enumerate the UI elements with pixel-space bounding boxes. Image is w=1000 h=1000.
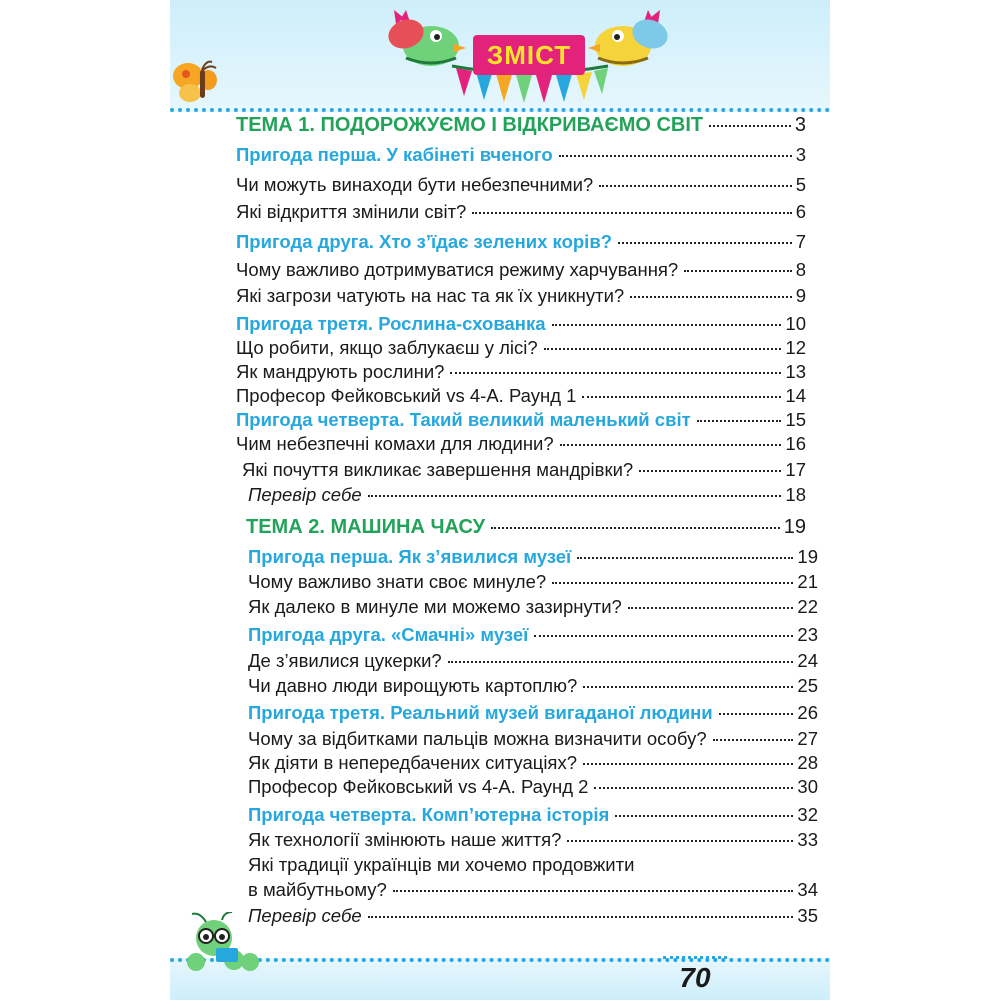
toc-theme-row (246, 516, 806, 539)
toc-adventure-row (248, 702, 818, 724)
toc-page-number: 6 (795, 201, 806, 222)
dot-leader (618, 241, 792, 244)
toc-page-number: 3 (794, 114, 806, 136)
table-of-contents (170, 0, 830, 1000)
toc-page-number: 30 (797, 776, 818, 797)
toc-entry-label: Як діяти в непередбачених ситуаціях? (248, 752, 577, 773)
toc-page-number: 21 (797, 571, 818, 592)
toc-entry-label: Чому за відбитками пальців можна визначити особу? (248, 728, 707, 749)
toc-entry-label: Пригода третя. Рослина-схованка (236, 313, 546, 334)
toc-entry-row (236, 337, 806, 359)
dot-leader (630, 295, 792, 298)
toc-page-number: 5 (795, 174, 806, 195)
toc-entry-label: Чи можуть винаходи бути небезпечними? (236, 174, 594, 195)
toc-page-number: 32 (797, 804, 818, 825)
toc-entry-row (242, 459, 806, 481)
toc-page-number: 35 (797, 905, 818, 926)
toc-entry-label: Де з’явилися цукерки? (248, 650, 442, 671)
toc-entry-row (236, 201, 806, 223)
toc-entry-row (248, 650, 818, 672)
toc-theme-row (236, 114, 806, 137)
toc-page-number: 12 (785, 337, 806, 358)
toc-page-number: 8 (795, 259, 806, 280)
dot-leader (639, 469, 781, 472)
dot-leader (697, 419, 782, 422)
toc-entry-row (248, 829, 818, 851)
toc-page-number: 7 (795, 231, 806, 252)
dot-leader (552, 323, 782, 326)
dot-leader (709, 124, 791, 127)
toc-entry-row (248, 675, 818, 697)
toc-entry-label: Чому важливо знати своє минуле? (248, 571, 547, 592)
toc-entry-label: ТЕМА 1. ПОДОРОЖУЄМО І ВІДКРИВАЄМО СВІТ (236, 114, 704, 136)
dot-leader (713, 738, 794, 741)
toc-self-check-row (248, 905, 818, 927)
toc-adventure-row (236, 231, 806, 253)
toc-entry-label: Які загрози чатують на нас та як їх уникнути? (236, 285, 625, 306)
toc-entry-row (236, 361, 806, 383)
toc-page-number: 19 (783, 516, 806, 538)
book-page (170, 0, 830, 1000)
toc-entry-label: ТЕМА 2. МАШИНА ЧАСУ (246, 516, 486, 538)
toc-entry-label: Як технології змінюють наше життя? (248, 829, 562, 850)
toc-entry-label: Пригода друга. Хто з’їдає зелених корів? (236, 231, 612, 252)
toc-page-number: 28 (797, 752, 818, 773)
toc-entry-label: Пригода перша. У кабінеті вченого (236, 144, 553, 165)
toc-page-number: 24 (797, 650, 818, 671)
toc-page-number: 3 (795, 144, 806, 165)
toc-adventure-row (236, 144, 806, 166)
toc-page-number: 33 (797, 829, 818, 850)
toc-page-number: 26 (797, 702, 818, 723)
toc-entry-label: Професор Фейковський vs 4-А. Раунд 2 (248, 776, 589, 797)
toc-entry-label: в майбутньому? (248, 879, 387, 900)
dot-leader (615, 814, 793, 817)
toc-adventure-row (248, 546, 818, 568)
dot-leader (393, 889, 794, 892)
toc-entry-label: Як мандрують рослини? (236, 361, 445, 382)
dot-leader (472, 211, 791, 214)
toc-entry-label: Чи давно люди вирощують картоплю? (248, 675, 578, 696)
toc-page-number: 16 (785, 433, 806, 454)
toc-entry-label: Що робити, якщо заблукаєш у лісі? (236, 337, 538, 358)
toc-entry-row (248, 752, 818, 774)
toc-entry-label: Перевір себе (248, 484, 362, 505)
toc-adventure-row (248, 804, 818, 826)
toc-entry-label: Пригода четверта. Комп’ютерна історія (248, 804, 610, 825)
toc-page-number: 14 (785, 385, 806, 406)
dot-leader (552, 581, 793, 584)
toc-page-number: 13 (785, 361, 806, 382)
toc-entry-label: Пригода третя. Реальний музей вигаданої людини (248, 702, 713, 723)
dot-leader (534, 634, 793, 637)
toc-entry-label: Пригода четверта. Такий великий маленький світ (236, 409, 691, 430)
toc-entry-wrapped-line: Які традиції українців ми хочемо продовжити (248, 854, 635, 875)
dot-leader (628, 606, 794, 609)
page-title: ЗМІСТ (473, 35, 585, 75)
toc-entry-row (236, 174, 806, 196)
dot-leader (719, 712, 794, 715)
dot-leader (450, 371, 781, 374)
toc-page-number: 27 (797, 728, 818, 749)
toc-entry-row (248, 879, 818, 901)
toc-adventure-row (236, 409, 806, 431)
toc-entry-row (248, 596, 818, 618)
toc-adventure-row (248, 624, 818, 646)
dot-leader (560, 443, 782, 446)
toc-page-number: 19 (797, 546, 818, 567)
dot-leader (448, 660, 794, 663)
toc-entry-label: Перевір себе (248, 905, 362, 926)
dot-leader (599, 184, 791, 187)
toc-entry-label: Які відкриття змінили світ? (236, 201, 467, 222)
dot-leader (583, 762, 793, 765)
toc-self-check-row (248, 484, 806, 506)
toc-page-number: 22 (797, 596, 818, 617)
dot-leader (577, 556, 793, 559)
toc-entry-label: Чому важливо дотримуватися режиму харчування? (236, 259, 679, 280)
toc-entry-row (236, 285, 806, 307)
dot-leader (559, 154, 792, 157)
toc-page-number: 34 (797, 879, 818, 900)
dot-leader (582, 395, 781, 398)
toc-entry-row (248, 728, 818, 750)
toc-page-number: 10 (785, 313, 806, 334)
toc-page-number: 25 (797, 675, 818, 696)
dot-leader (368, 494, 782, 497)
dot-leader (368, 915, 794, 918)
toc-entry-row (236, 433, 806, 455)
toc-page-number: 17 (785, 459, 806, 480)
dot-leader (544, 347, 782, 350)
toc-entry-label: Пригода перша. Як з’явилися музеї (248, 546, 572, 567)
toc-entry-label: Професор Фейковський vs 4-А. Раунд 1 (236, 385, 577, 406)
dot-leader (491, 526, 780, 529)
dot-leader (684, 269, 791, 272)
dot-leader (583, 685, 793, 688)
dot-leader (594, 786, 793, 789)
toc-adventure-row (236, 313, 806, 335)
toc-page-number: 23 (797, 624, 818, 645)
toc-page-number: 9 (795, 285, 806, 306)
page-number: 70 (679, 962, 711, 993)
toc-entry-row (236, 259, 806, 281)
toc-entry-label: Чим небезпечні комахи для людини? (236, 433, 554, 454)
toc-page-number: 15 (785, 409, 806, 430)
dot-leader (567, 839, 793, 842)
toc-entry-row (236, 385, 806, 407)
toc-entry-row (248, 776, 818, 798)
toc-entry-label: Як далеко в минуле ми можемо зазирнути? (248, 596, 622, 617)
toc-page-number: 18 (785, 484, 806, 505)
toc-entry-row (248, 571, 818, 593)
toc-entry-label: Пригода друга. «Смачні» музеї (248, 624, 529, 645)
toc-entry-label: Які почуття викликає завершення мандрівки? (242, 459, 634, 480)
